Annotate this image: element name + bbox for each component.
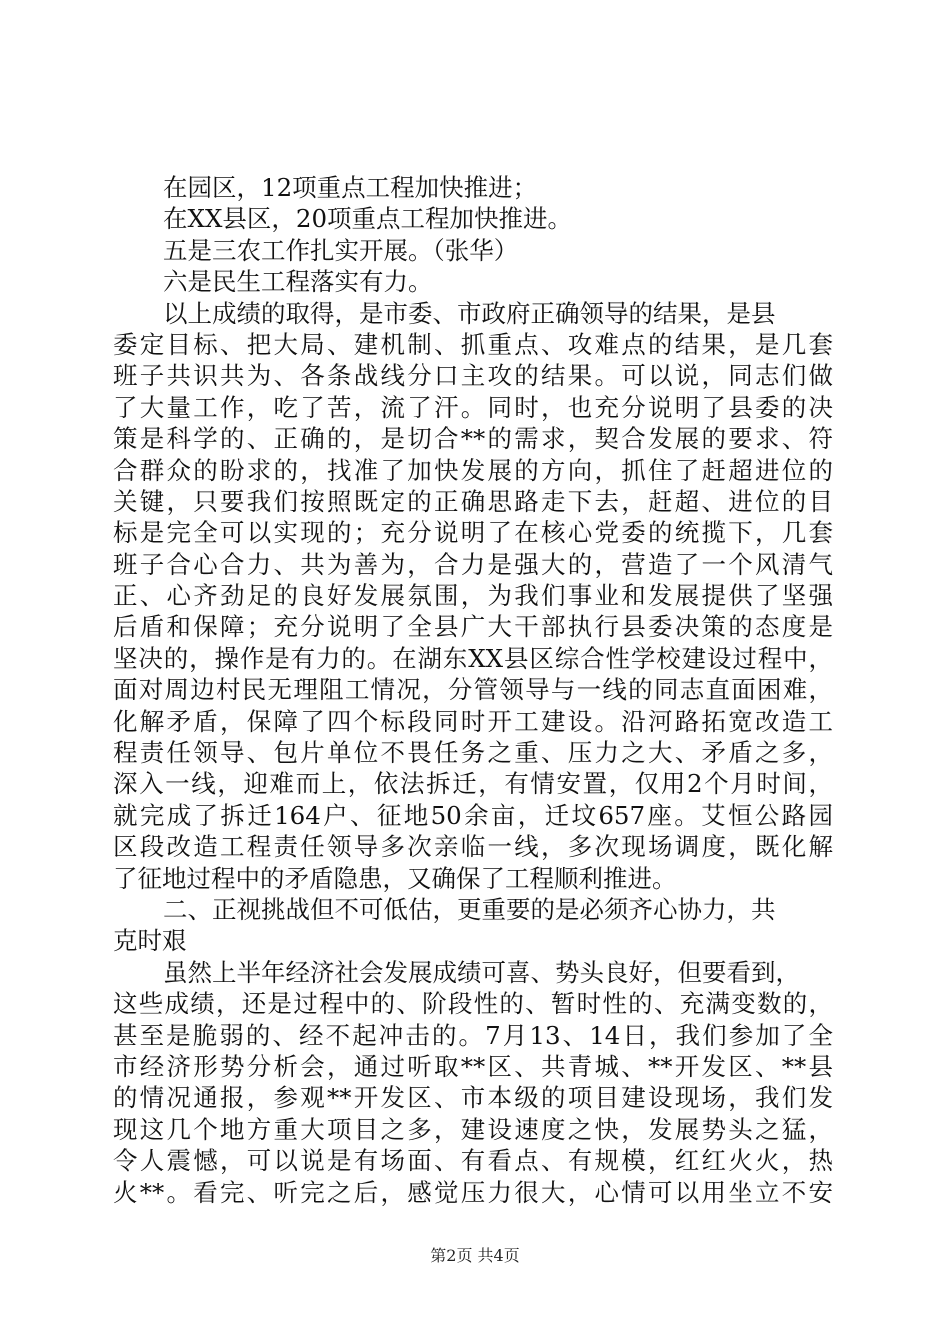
text-line: 虽然上半年经济社会发展成绩可喜、势头良好，但要看到， bbox=[163, 957, 800, 987]
text-line: 甚至是脆弱的、经不起冲击的。7月13、14日，我们参加了全 bbox=[113, 1020, 833, 1050]
text-line: 合群众的盼求的，找准了加快发展的方向，抓住了赶超进位的 bbox=[113, 455, 833, 485]
text-line: 面对周边村民无理阻工情况，分管领导与一线的同志直面困难， bbox=[113, 675, 833, 705]
text-line: 市经济形势分析会，通过听取**区、共青城、**开发区、**县 bbox=[113, 1051, 833, 1081]
text-line: 委定目标、把大局、建机制、抓重点、攻难点的结果，是几套 bbox=[113, 329, 833, 359]
text-line: 就完成了拆迁164户、征地50余亩，迁坟657座。艾恒公路园 bbox=[113, 800, 833, 830]
text-line: 化解矛盾，保障了四个标段同时开工建设。沿河路拓宽改造工 bbox=[113, 706, 833, 736]
text-line: 了大量工作，吃了苦，流了汗。同时，也充分说明了县委的决 bbox=[113, 392, 833, 422]
text-line: 火**。看完、听完之后，感觉压力很大，心情可以用坐立不安 bbox=[113, 1177, 833, 1207]
text-line: 令人震憾，可以说是有场面、有看点、有规模，红红火火，热 bbox=[113, 1146, 833, 1176]
text-line: 克时艰 bbox=[113, 926, 187, 956]
text-line: 班子共识共为、各条战线分口主攻的结果。可以说，同志们做 bbox=[113, 361, 833, 391]
text-line: 了征地过程中的矛盾隐患，又确保了工程顺利推进。 bbox=[113, 863, 677, 893]
text-line: 五是三农工作扎实开展。（张华） bbox=[163, 235, 519, 265]
text-line: 标是完全可以实现的；充分说明了在核心党委的统揽下，几套 bbox=[113, 518, 833, 548]
text-line: 现这几个地方重大项目之多，建设速度之快，发展势头之猛， bbox=[113, 1114, 833, 1144]
text-line: 后盾和保障；充分说明了全县广大干部执行县委决策的态度是 bbox=[113, 612, 833, 642]
text-line: 策是科学的、正确的，是切合**的需求，契合发展的要求、符 bbox=[113, 424, 833, 454]
text-line: 坚决的，操作是有力的。在湖东XX县区综合性学校建设过程中， bbox=[113, 643, 833, 673]
text-line: 深入一线，迎难而上，依法拆迁，有情安置，仅用2个月时间， bbox=[113, 769, 833, 799]
text-line: 班子合心合力、共为善为，合力是强大的，营造了一个风清气 bbox=[113, 549, 833, 579]
text-line: 的情况通报，参观**开发区、市本级的项目建设现场，我们发 bbox=[113, 1083, 833, 1113]
text-line: 以上成绩的取得，是市委、市政府正确领导的结果，是县 bbox=[163, 298, 776, 328]
text-line: 这些成绩，还是过程中的、阶段性的、暂时性的、充满变数的， bbox=[113, 989, 833, 1019]
text-line: 区段改造工程责任领导多次亲临一线，多次现场调度，既化解 bbox=[113, 832, 833, 862]
text-line: 在XX县区，20项重点工程加快推进。 bbox=[163, 204, 573, 234]
text-line: 六是民生工程落实有力。 bbox=[163, 267, 433, 297]
document-body bbox=[113, 172, 833, 1208]
text-line: 正、心齐劲足的良好发展氛围，为我们事业和发展提供了坚强 bbox=[113, 581, 833, 611]
page-footer: 第2页 共4页 bbox=[430, 1246, 520, 1265]
text-line: 程责任领导、包片单位不畏任务之重、压力之大、矛盾之多， bbox=[113, 738, 833, 768]
text-line: 在园区，12项重点工程加快推进； bbox=[163, 173, 538, 202]
text-line: 二、正视挑战但不可低估，更重要的是必须齐心协力，共 bbox=[163, 894, 776, 924]
text-line: 关键，只要我们按照既定的正确思路走下去，赶超、进位的目 bbox=[113, 486, 833, 516]
